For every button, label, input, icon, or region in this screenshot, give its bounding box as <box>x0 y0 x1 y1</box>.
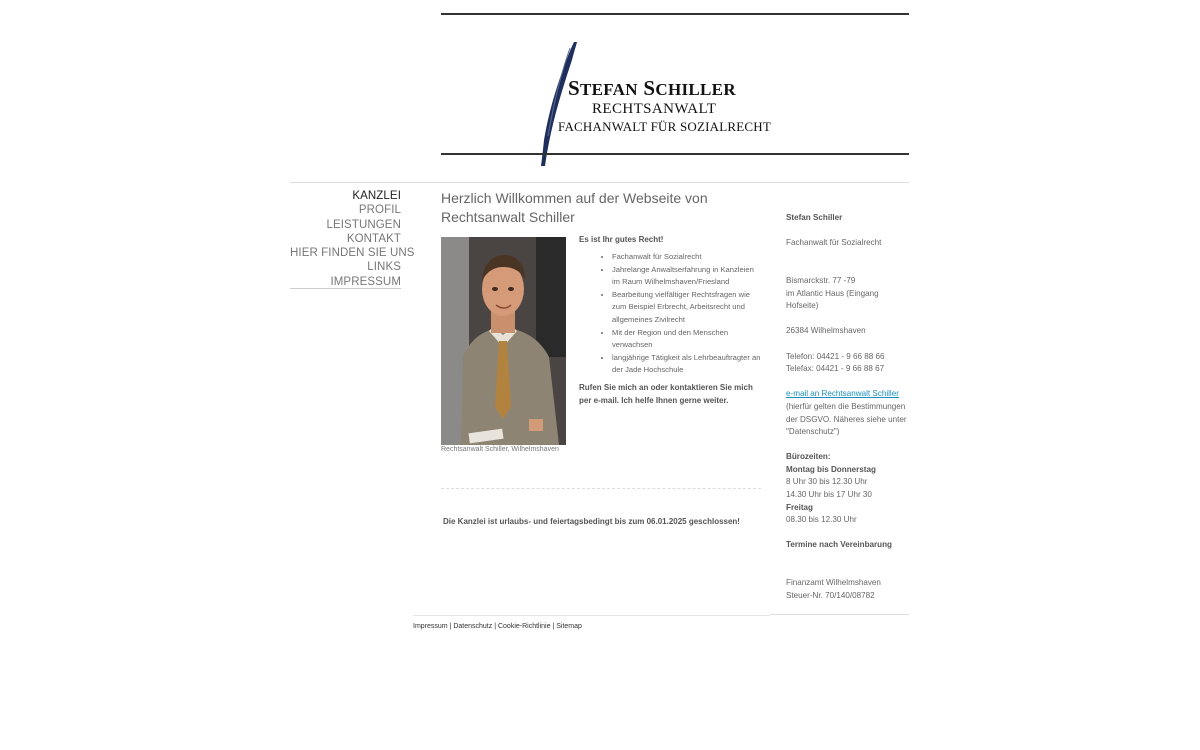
logo-name: STEFAN SCHILLER <box>568 76 736 100</box>
sidebar-bottom-rule <box>770 614 909 615</box>
office-hours-heading: Bürozeiten: <box>786 452 831 462</box>
footer-links <box>413 623 582 630</box>
page-title: Herzlich Willkommen auf der Webseite von Rechtsanwalt Schiller <box>441 190 708 225</box>
qualification-list <box>579 251 763 377</box>
sidebar-street: Bismarckstr. 77 -79 <box>786 275 856 285</box>
intro-heading: Es ist Ihr gutes Recht! <box>579 235 664 244</box>
sidebar-phone: Telefon: 04421 - 9 66 88 66 <box>786 351 885 361</box>
nav-item-hier-finden-sie-uns[interactable]: HIER FINDEN SIE UNS <box>290 247 415 260</box>
email-link[interactable]: e-mail an Rechtsanwalt Schiller <box>786 389 899 399</box>
lawyer-portrait-photo <box>441 237 566 445</box>
list-item: • Fachanwalt für Sozialrecht <box>612 251 763 264</box>
tax-number: Steuer-Nr. 70/140/08782 <box>786 590 875 600</box>
content-divider <box>441 488 761 489</box>
nav-item-impressum[interactable]: IMPRESSUM <box>330 275 401 288</box>
office-hours-afternoon: 14.30 Uhr bis 17 Uhr 30 <box>786 490 872 500</box>
footer-link-impressum[interactable]: Impressum <box>413 623 448 630</box>
sidebar-city: 26384 Wilhelmshaven <box>786 326 866 336</box>
logo-subtitle-lawyer: RECHTSANWALT <box>592 101 717 117</box>
sidebar-title: Fachanwalt für Sozialrecht <box>786 238 882 248</box>
logo-subtitle-specialist: FACHANWALT FÜR SOZIALRECHT <box>558 119 771 134</box>
nav-bottom-rule <box>290 288 401 289</box>
sidebar-name: Stefan Schiller <box>786 213 843 222</box>
header-divider <box>290 182 909 183</box>
footer-link-sitemap[interactable]: Sitemap <box>556 623 582 630</box>
office-hours-days-mon-thu: Montag bis Donnerstag <box>786 464 876 474</box>
nav-item-kanzlei[interactable]: KANZLEI <box>352 190 401 202</box>
footer-link-cookie-richtlinie[interactable]: Cookie-Richtlinie <box>497 623 551 630</box>
footer-separator: | <box>447 623 454 630</box>
appointments-note: Termine nach Vereinbarung <box>786 540 892 550</box>
footer-separator: | <box>550 623 557 630</box>
office-hours-days-fri: Freitag <box>786 502 813 512</box>
nav-item-leistungen[interactable]: LEISTUNGEN <box>326 218 401 231</box>
list-item: • langjährige Tätigkeit als Lehrbeauftragter an der Jade Hochschule <box>612 352 763 377</box>
email-privacy-note: (hierfür gelten die Bestimmungen der DSGVO. Näheres siehe unter "Datenschutz") <box>786 401 907 437</box>
footer-separator: | <box>492 623 498 630</box>
footer-rule <box>413 615 770 616</box>
nav-item-profil[interactable]: PROFIL <box>358 204 401 217</box>
footer-link-datenschutz[interactable]: Datenschutz <box>453 623 493 630</box>
contact-call-to-action: Rufen Sie mich an oder kontaktieren Sie mich per e-mail. Ich helfe Ihnen gerne weiter. <box>579 383 753 405</box>
list-item: • Jahrelange Anwaltserfahrung in Kanzleien im Raum Wilhelmshaven/Friesland <box>612 264 763 289</box>
photo-caption: Rechtsanwalt Schiller, Wilhelmshaven <box>441 446 559 453</box>
office-hours-friday: 08.30 bis 12.30 Uhr <box>786 515 857 525</box>
sidebar-building: im Atlantic Haus (Eingang Hofseite) <box>786 288 879 311</box>
list-item: • Mit der Region und den Menschen verwachsen <box>612 327 763 352</box>
office-hours-morning: 8 Uhr 30 bis 12.30 Uhr <box>786 477 868 487</box>
main-nav <box>290 189 415 289</box>
tax-office: Finanzamt Wilhelmshaven <box>786 578 881 588</box>
contact-sidebar <box>786 212 911 602</box>
nav-item-kontakt[interactable]: KONTAKT <box>346 232 401 245</box>
logo-top-rule <box>441 13 909 15</box>
sidebar-fax: Telefax: 04421 - 9 66 88 67 <box>786 364 885 374</box>
logo-pen-stroke <box>530 40 580 168</box>
nav-item-links[interactable]: LINKS <box>367 261 401 274</box>
closure-notice: Die Kanzlei ist urlaubs- und feiertagsbedingt bis zum 06.01.2025 geschlossen! <box>443 517 740 526</box>
logo-bottom-rule <box>441 153 909 155</box>
list-item: • Bearbeitung vielfältiger Rechtsfragen wie zum Beispiel Erbrecht, Arbeitsrecht und allgemeines Zivilrecht <box>612 289 763 327</box>
